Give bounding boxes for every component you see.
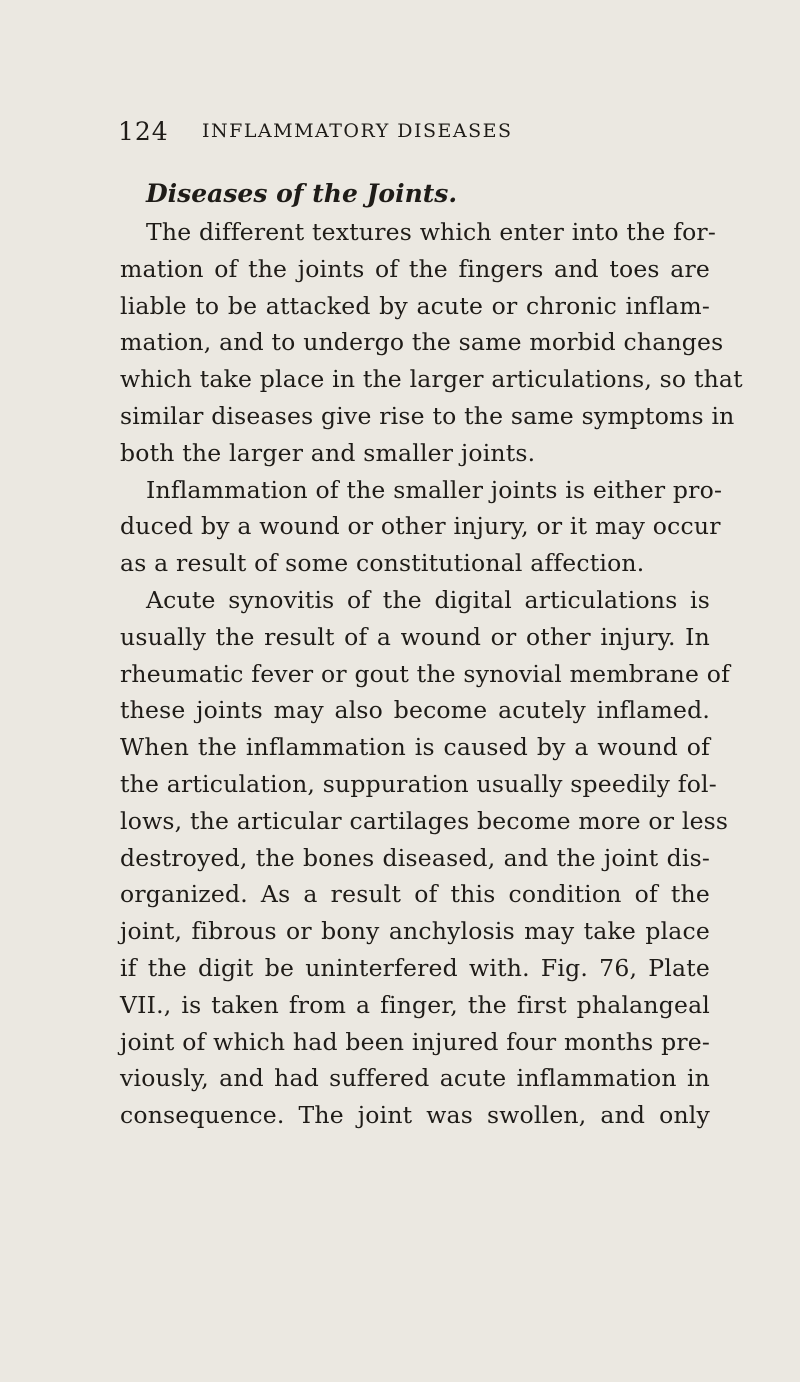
text-line: viously, and had suffered acute inflammation in <box>120 1064 710 1093</box>
text-line: similar diseases give rise to the same symptoms in <box>120 401 735 430</box>
text-line: organized. As a result of this condition of the <box>120 880 710 909</box>
text-line: Acute synovitis of the digital articulations is <box>146 585 710 614</box>
page-header <box>118 117 678 149</box>
text-line: consequence. The joint was swollen, and only <box>120 1101 710 1130</box>
section-title: Diseases of the Joints. <box>146 179 458 208</box>
text-line: joint of which had been injured four months pre- <box>120 1027 710 1056</box>
text-line: mation, and to undergo the same morbid changes <box>120 328 724 357</box>
text-line: which take place in the larger articulations, so that <box>120 365 743 394</box>
page-number: 124 <box>118 117 169 146</box>
text-line: joint, fibrous or bony anchylosis may take place <box>120 917 710 946</box>
text-line: rheumatic fever or gout the synovial membrane of <box>120 659 730 688</box>
text-line: the articulation, suppuration usually speedily fol- <box>120 769 717 798</box>
body-text <box>120 174 743 1134</box>
text-line: these joints may also become acutely inflamed. <box>120 696 710 725</box>
text-line: When the inflammation is caused by a wound of <box>120 733 710 762</box>
text-line: mation of the joints of the fingers and toes are <box>120 254 710 283</box>
text-line: both the larger and smaller joints. <box>120 438 536 467</box>
text-line: VII., is taken from a finger, the first phalangeal <box>120 990 710 1019</box>
text-line: usually the result of a wound or other injury. In <box>120 622 710 651</box>
text-line: duced by a wound or other injury, or it may occur <box>120 512 721 541</box>
running-head: INFLAMMATORY DISEASES <box>202 120 513 142</box>
text-line: The different textures which enter into the for- <box>146 218 717 246</box>
text-line: if the digit be uninterfered with. Fig. 76, Plate <box>120 953 710 982</box>
text-line: Inflammation of the smaller joints is either pro- <box>146 475 723 504</box>
text-line: lows, the articular cartilages become more or less <box>120 806 729 835</box>
text-line: liable to be attacked by acute or chronic inflam- <box>120 291 710 320</box>
text-line: as a result of some constitutional affection. <box>120 549 645 578</box>
text-line: destroyed, the bones diseased, and the joint dis- <box>120 843 710 872</box>
